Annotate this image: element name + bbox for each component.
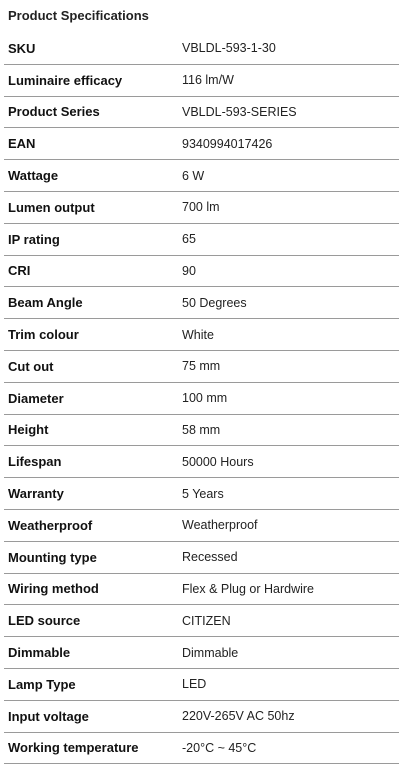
spec-row-product-series (4, 97, 399, 129)
spec-row-dimmable (4, 637, 399, 669)
spec-label: LED source (8, 613, 81, 629)
spec-value: 50000 Hours (182, 454, 254, 469)
spec-row-sku (4, 33, 399, 65)
spec-row-luminaire-efficacy (4, 65, 399, 97)
spec-value: -20°C ~ 45°C (182, 740, 257, 755)
spec-value: 65 (182, 232, 196, 247)
spec-row-ean (4, 128, 399, 160)
spec-label: Lamp Type (8, 676, 76, 692)
spec-label: Weatherproof (8, 517, 93, 533)
spec-label: Cut out (8, 358, 54, 374)
spec-row-diameter (4, 383, 399, 415)
spec-row-trim-colour (4, 319, 399, 351)
spec-value: LED (182, 677, 207, 692)
spec-label: Wattage (8, 168, 59, 184)
spec-value: VBLDL-593-SERIES (182, 104, 297, 119)
spec-value: 90 (182, 263, 196, 278)
spec-label: Dimmable (8, 645, 71, 661)
spec-value: White (182, 327, 214, 342)
spec-label: Diameter (8, 390, 64, 406)
spec-value: 100 mm (182, 391, 228, 406)
spec-label: Luminaire efficacy (8, 72, 123, 88)
spec-row-working-temperature (4, 733, 399, 765)
spec-row-wiring-method (4, 574, 399, 606)
spec-label: Lumen output (8, 199, 95, 215)
spec-value: Weatherproof (182, 518, 258, 533)
spec-value: Dimmable (182, 645, 239, 660)
spec-label: Product Series (8, 104, 100, 120)
spec-value: 700 lm (182, 200, 220, 215)
spec-value: CITIZEN (182, 613, 231, 628)
section-title: Product Specifications (8, 8, 149, 23)
spec-value: VBLDL-593-1-30 (182, 41, 276, 56)
spec-row-led-source (4, 605, 399, 637)
spec-label: Beam Angle (8, 295, 83, 311)
spec-value: 50 Degrees (182, 295, 247, 310)
spec-table (4, 33, 399, 764)
spec-row-lamp-type (4, 669, 399, 701)
spec-value: 5 Years (182, 486, 224, 501)
spec-row-mounting-type (4, 542, 399, 574)
spec-label: EAN (8, 136, 36, 152)
spec-row-height (4, 415, 399, 447)
spec-label: Lifespan (8, 454, 62, 470)
spec-row-warranty (4, 478, 399, 510)
spec-row-input-voltage (4, 701, 399, 733)
spec-label: CRI (8, 263, 31, 279)
spec-row-weatherproof (4, 510, 399, 542)
spec-label: Trim colour (8, 327, 79, 343)
spec-label: Working temperature (8, 740, 139, 756)
spec-value: 9340994017426 (182, 136, 273, 151)
spec-value: Recessed (182, 550, 238, 565)
spec-row-wattage (4, 160, 399, 192)
spec-value: 220V-265V AC 50hz (182, 709, 295, 724)
spec-row-lifespan (4, 446, 399, 478)
spec-value: 6 W (182, 168, 205, 183)
spec-label: Mounting type (8, 549, 97, 565)
spec-row-cut-out (4, 351, 399, 383)
spec-row-lumen-output (4, 192, 399, 224)
spec-label: Warranty (8, 486, 64, 502)
spec-value: 75 mm (182, 359, 221, 374)
spec-label: Height (8, 422, 49, 438)
spec-row-cri (4, 256, 399, 288)
spec-row-ip-rating (4, 224, 399, 256)
spec-row-beam-angle (4, 287, 399, 319)
spec-value: 116 lm/W (182, 73, 234, 88)
spec-label: SKU (8, 40, 36, 56)
spec-value: Flex & Plug or Hardwire (182, 581, 314, 596)
spec-label: Input voltage (8, 708, 89, 724)
spec-value: 58 mm (182, 422, 221, 437)
spec-label: Wiring method (8, 581, 99, 597)
spec-label: IP rating (8, 231, 60, 247)
